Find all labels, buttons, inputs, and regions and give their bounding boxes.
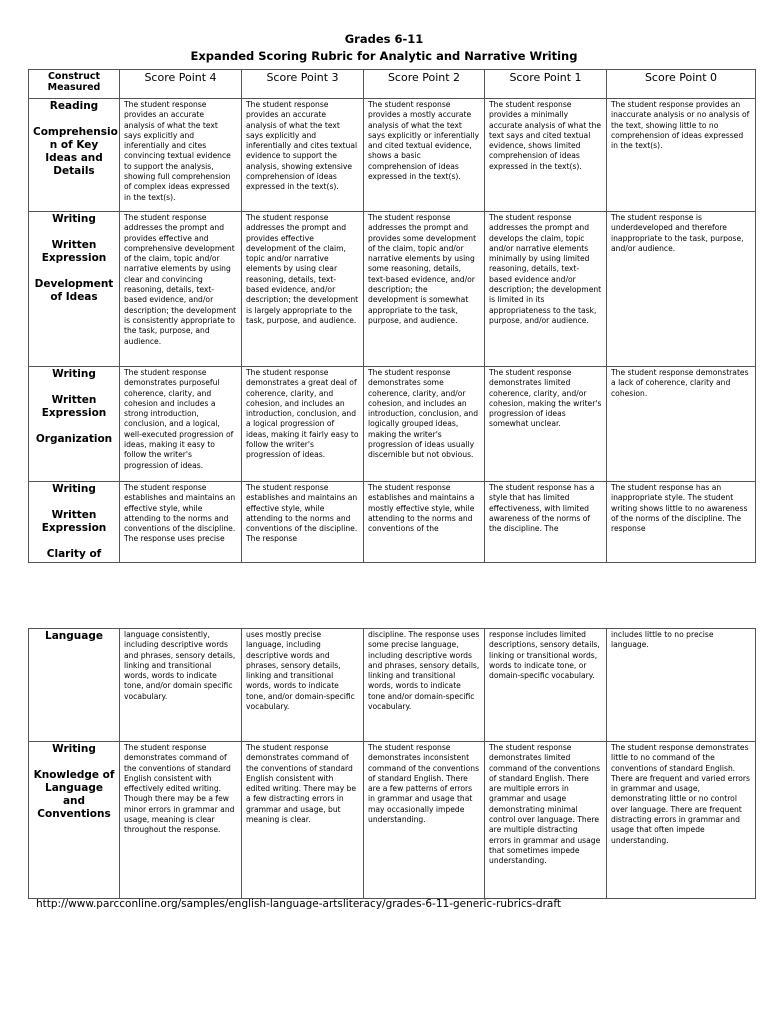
- source-url: http://www.parcconline.org/samples/english-language-artsliteracy/grades-6-11-generic-rubrics-draft: [36, 898, 561, 910]
- header-score-point-1: Score Point 1: [485, 70, 607, 99]
- construct-label: Knowledge of Language and Conventions: [33, 769, 115, 820]
- header-score-point-0: Score Point 0: [607, 70, 756, 99]
- descriptor-score-1: The student response demonstrates limited coherence, clarity, and/or cohesion, making the writer's progression of ideas somewhat unclear.: [485, 367, 607, 482]
- header-score-point-4: Score Point 4: [120, 70, 242, 99]
- descriptor-score-3: The student response establishes and maintains an effective style, while attending to the norms and conventions of the discipline. The response: [242, 482, 364, 563]
- descriptor-score-3: The student response provides an accurate analysis of what the text says explicitly and inferentially and cites textual evidence to support the analysis, showing extensive comprehension of ideas expressed in the text(s).: [242, 99, 364, 212]
- descriptor-score-4: The student response demonstrates purposeful coherence, clarity, and cohesion and includes a strong introduction, conclusion, and a logical, well-executed progression of ideas, making it easy to follow the writer's progression of ideas.: [120, 367, 242, 482]
- header-score-point-3: Score Point 3: [242, 70, 364, 99]
- construct-cell: [29, 482, 120, 563]
- descriptor-score-0: The student response is underdeveloped and therefore inappropriate to the task, purpose, and/or audience.: [607, 212, 756, 367]
- descriptor-score-4: The student response addresses the prompt and provides effective and comprehensive development of the claim, topic and/or narrative elements by using clear and convincing reasoning, details, text-based evidence, and/or description; the development is consistently appropriate to the task, purpose, and audience.: [120, 212, 242, 367]
- table-row: [29, 742, 756, 899]
- descriptor-score-4: The student response provides an accurate analysis of what the text says explicitly and inferentially and cites convincing textual evidence to support the analysis, showing full comprehension of complex ideas expressed in the text(s).: [120, 99, 242, 212]
- construct-label: Language: [45, 630, 103, 642]
- construct-label: Organization: [35, 433, 113, 445]
- descriptor-score-4: The student response establishes and maintains an effective style, while attending to the norms and conventions of the discipline. The response uses precise: [120, 482, 242, 563]
- table-row: [29, 629, 756, 742]
- descriptor-score-0: The student response demonstrates little to no command of the conventions of standard English. There are frequent and varied errors in grammar and usage, demonstrating little or no control over language. There are frequent distracting errors in grammar and usage that often impede understanding.: [607, 742, 756, 899]
- construct-label: Writing: [52, 483, 96, 495]
- construct-label: Comprehensio n of Key Ideas and Details: [33, 126, 118, 177]
- descriptor-score-1: The student response demonstrates limited command of the conventions of standard English. There are multiple errors in grammar and usage demonstrating minimal control over language. There are multiple distracting errors in grammar and usage that sometimes impede understanding.: [485, 742, 607, 899]
- header-score-point-2: Score Point 2: [364, 70, 485, 99]
- construct-cell: [29, 742, 120, 899]
- construct-label: Written Expression: [41, 509, 107, 534]
- construct-label: Development of Ideas: [34, 278, 114, 303]
- document-header: [0, 31, 768, 65]
- construct-cell: [29, 212, 120, 367]
- construct-label: Reading: [49, 100, 99, 112]
- construct-label: Written Expression: [41, 394, 107, 419]
- descriptor-score-0: The student response provides an inaccurate analysis or no analysis of the text, showing little to no comprehension of ideas expressed in the text(s).: [607, 99, 756, 212]
- header-construct-measured: Construct Measured: [29, 70, 120, 99]
- descriptor-score-3: uses mostly precise language, including descriptive words and phrases, sensory details, linking and transitional words, words to indicate tone, and/or domain-specific vocabulary.: [242, 629, 364, 742]
- descriptor-score-1: The student response provides a minimally accurate analysis of what the text says and cited textual evidence, shows limited comprehension of ideas expressed in the text(s).: [485, 99, 607, 212]
- rubric-table-part-1: [28, 69, 756, 563]
- descriptor-score-2: The student response demonstrates some coherence, clarity, and/or cohesion, and includes an introduction, conclusion, and logically grouped ideas, making the writer's progression of ideas usually discernible but not obvious.: [364, 367, 485, 482]
- table-row: [29, 367, 756, 482]
- descriptor-score-2: The student response addresses the prompt and provides some development of the claim, topic and/or narrative elements by using some reasoning, details, text-based evidence, and/or description; the development is somewhat appropriate to the task, purpose, and audience.: [364, 212, 485, 367]
- descriptor-score-2: discipline. The response uses some precise language, including descriptive words and phrases, sensory details, linking and transitional words, words to indicate tone and/or domain-specific vocabulary.: [364, 629, 485, 742]
- descriptor-score-0: includes little to no precise language.: [607, 629, 756, 742]
- table-row: [29, 482, 756, 563]
- descriptor-score-2: The student response demonstrates inconsistent command of the conventions of standard English. There are a few patterns of errors in grammar and usage that may occasionally impede understanding.: [364, 742, 485, 899]
- descriptor-score-0: The student response has an inappropriate style. The student writing shows little to no awareness of the norms of the discipline. The response: [607, 482, 756, 563]
- descriptor-score-0: The student response demonstrates a lack of coherence, clarity and cohesion.: [607, 367, 756, 482]
- descriptor-score-2: The student response establishes and maintains a mostly effective style, while attending to the norms and conventions of the: [364, 482, 485, 563]
- construct-label: Writing: [52, 743, 96, 755]
- construct-label: Written Expression: [41, 239, 107, 264]
- page-subtitle: Expanded Scoring Rubric for Analytic and Narrative Writing: [190, 49, 578, 63]
- descriptor-score-2: The student response provides a mostly accurate analysis of what the text says explicitly or inferentially and cited textual evidence, shows a basic comprehension of ideas expressed in the text(s).: [364, 99, 485, 212]
- rubric-table-part-2: [28, 628, 756, 899]
- descriptor-score-3: The student response demonstrates a great deal of coherence, clarity, and cohesion, and includes an introduction, conclusion, and a logical progression of ideas, making it fairly easy to follow the writer's progression of ideas.: [242, 367, 364, 482]
- construct-cell: [29, 99, 120, 212]
- construct-label: Writing: [52, 368, 96, 380]
- table-row: [29, 212, 756, 367]
- construct-cell: [29, 367, 120, 482]
- construct-label: Clarity of: [46, 548, 102, 560]
- descriptor-score-4: language consistently, including descriptive words and phrases, sensory details, linking and transitional words, words to indicate tone, and/or domain specific vocabulary.: [120, 629, 242, 742]
- descriptor-score-3: The student response demonstrates command of the conventions of standard English consistent with edited writing. There may be a few distracting errors in grammar and usage, but meaning is clear.: [242, 742, 364, 899]
- descriptor-score-1: The student response has a style that has limited effectiveness, with limited awareness of the norms of the discipline. The: [485, 482, 607, 563]
- page-title: Grades 6-11: [344, 32, 424, 46]
- construct-cell: [29, 629, 120, 742]
- descriptor-score-1: response includes limited descriptions, sensory details, linking or transitional words, words to indicate tone, or domain-specific vocabulary.: [485, 629, 607, 742]
- table-row: [29, 99, 756, 212]
- descriptor-score-3: The student response addresses the prompt and provides effective development of the claim, topic and/or narrative elements by using clear reasoning, details, text-based evidence, and/or description; the development is largely appropriate to the task, purpose, and audience.: [242, 212, 364, 367]
- descriptor-score-4: The student response demonstrates command of the conventions of standard English consistent with effectively edited writing. Though there may be a few minor errors in grammar and usage, meaning is clear throughout the response.: [120, 742, 242, 899]
- descriptor-score-1: The student response addresses the prompt and develops the claim, topic and/or narrative elements minimally by using limited reasoning, details, text-based evidence and/or description; the development is limited in its appropriateness to the task, purpose, and/or audience.: [485, 212, 607, 367]
- construct-label: Writing: [52, 213, 96, 225]
- table-header-row: [29, 70, 756, 99]
